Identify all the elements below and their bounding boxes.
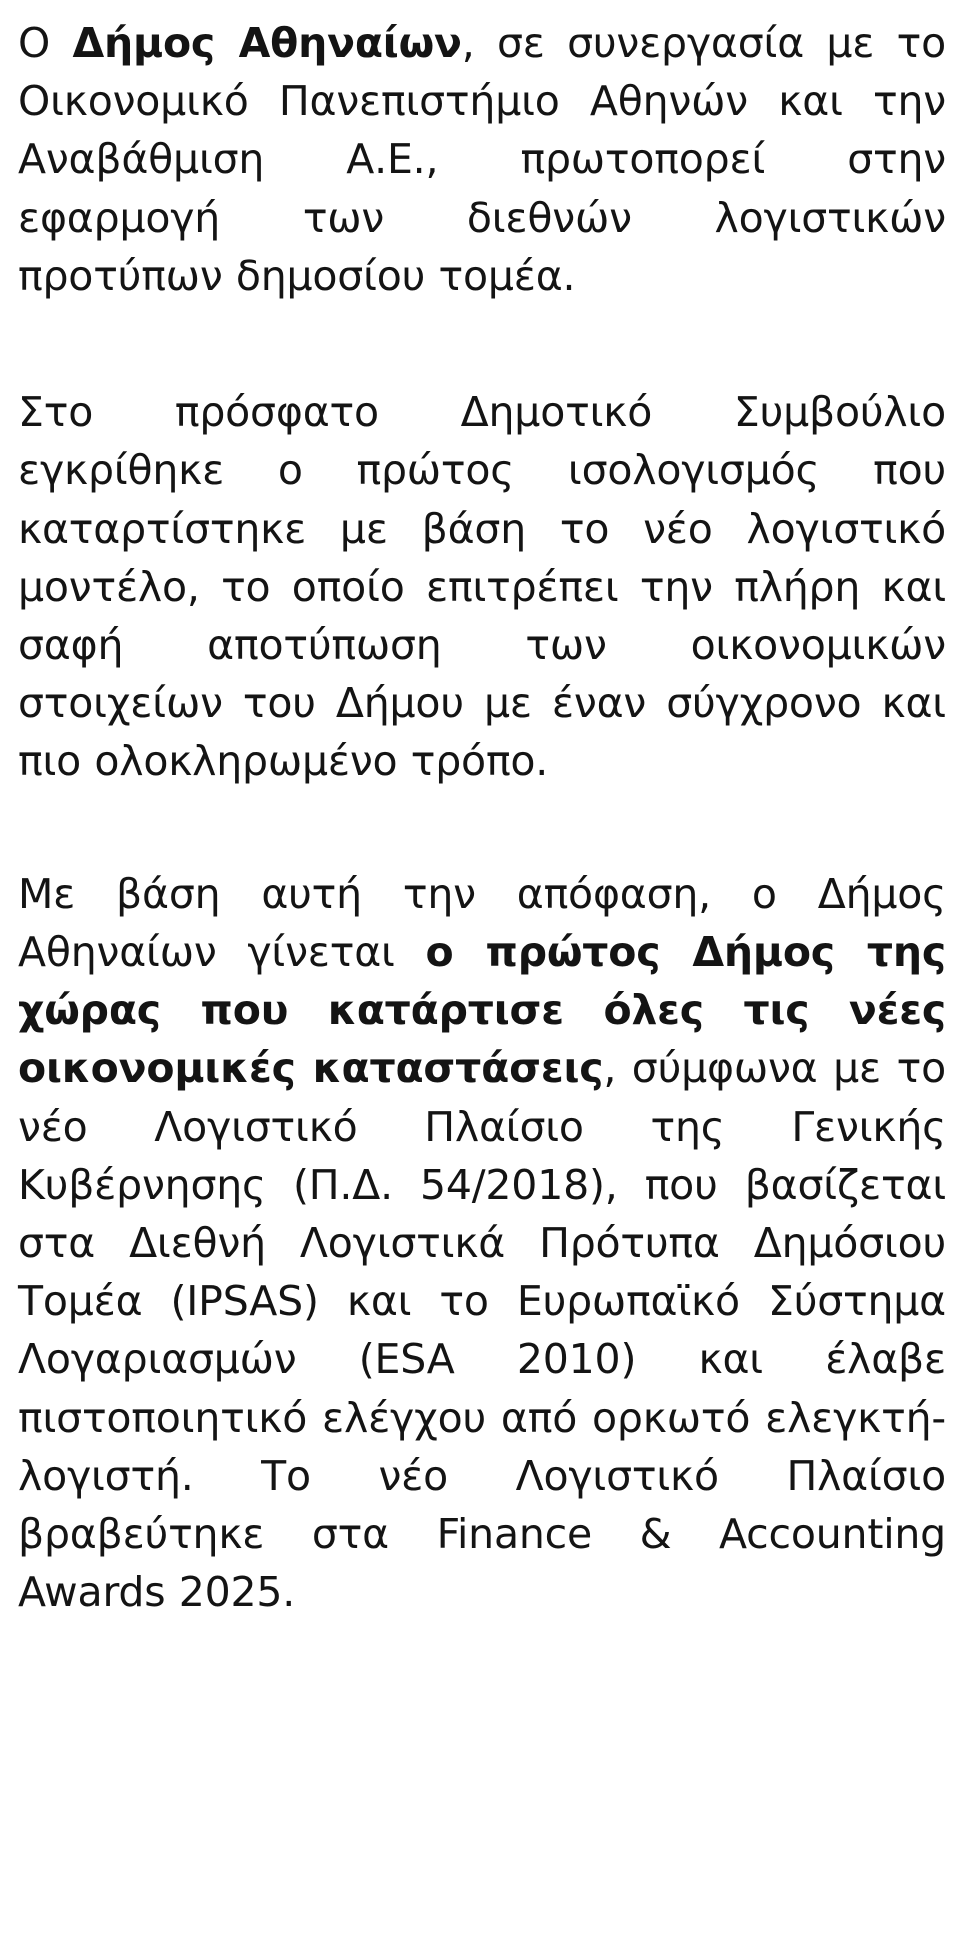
article-body <box>18 14 946 1621</box>
paragraph-2 <box>18 383 946 791</box>
body-text: Ο <box>18 19 73 67</box>
body-text: Στο πρόσφατο Δημοτικό Συμβούλιο εγκρίθηκε ο πρώτος ισολογισμός που καταρτίστηκε με βάση το νέο λογιστικό μοντέλο, το οποίο επιτρέπει την πλήρη και σαφή αποτύπωση των οικονομικών στοιχείων του Δήμου με έναν σύγχρονο και πιο ολοκληρωμένο τρόπο. <box>18 388 946 786</box>
body-text: , σε συνεργασία με το Οικονομικό Πανεπιστήμιο Αθηνών και την Αναβάθμιση Α.Ε., πρωτοπορεί στην εφαρμογή των διεθνών λογιστικών προτύπων δημοσίου τομέα. <box>18 19 946 300</box>
body-text: Με βάση αυτή την απόφαση, ο Δήμος Αθηναίων γίνεται <box>18 869 946 976</box>
emphasis-text: ο πρώτος Δήμος της χώρας που κατάρτισε όλες τις νέες οικονομικές καταστάσεις <box>18 927 946 1093</box>
body-text: , σύμφωνα με το νέο Λογιστικό Πλαίσιο της Γενικής Κυβέρνησης (Π.Δ. 54/2018), που βασίζεται στα Διεθνή Λογιστικά Πρότυπα Δημόσιου Τομέα (IPSAS) και το Ευρωπαϊκό Σύστημα Λογαριασμών (ESA 2010) και έλαβε πιστοποιητικό ελέγχου από ορκωτό ελεγκτή-λογιστή. Το νέο Λογιστικό Πλαίσιο βραβεύτηκε στα Finance & Accounting Awards 2025. <box>18 1044 946 1617</box>
paragraph-1 <box>18 14 946 305</box>
paragraph-3 <box>18 865 946 1622</box>
emphasis-text: Δήμος Αθηναίων <box>72 19 462 67</box>
